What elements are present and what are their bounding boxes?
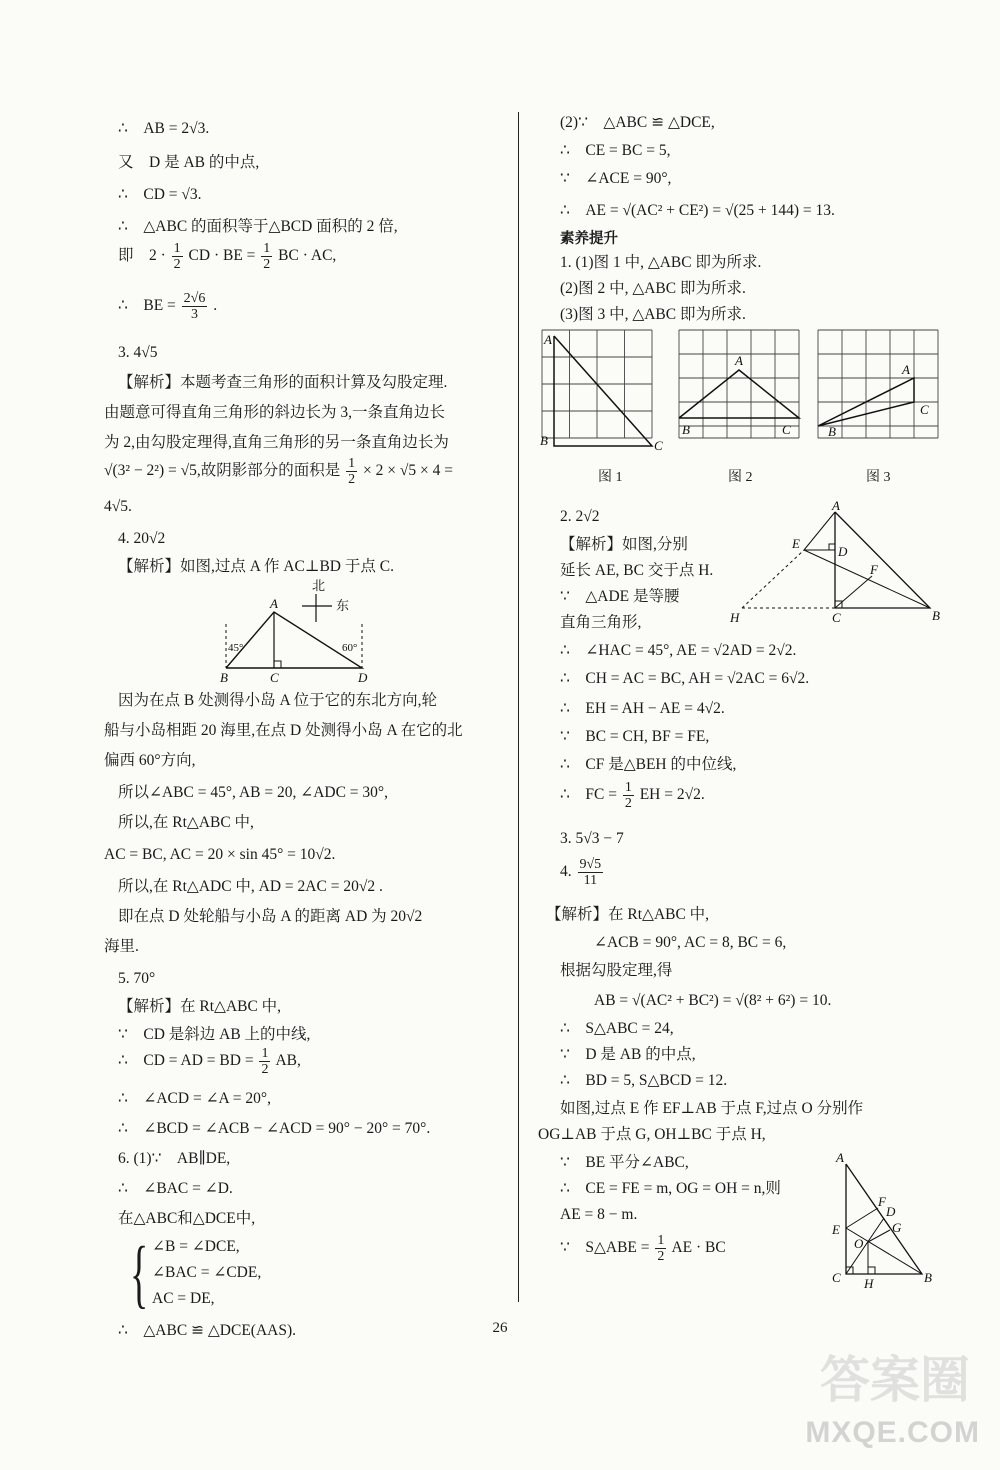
equation-line	[118, 236, 336, 276]
angle-bisector-diagram	[822, 1150, 942, 1290]
text-line: ∵ BC = CH, BF = FE,	[560, 728, 710, 745]
figure-caption-1: 图 1	[598, 470, 623, 485]
fraction-half	[346, 456, 357, 487]
eq-prefix: 即 2 ·	[118, 247, 166, 264]
eq-suffix: AB,	[275, 1052, 301, 1069]
label-A: A	[832, 498, 840, 513]
segment-cf	[835, 576, 872, 608]
analysis-line: 【解析】在 Rt△ABC 中,	[546, 906, 710, 923]
text-line: AC = BC, AC = 20 × sin 45° = 10√2.	[104, 846, 336, 863]
text-line: 4√5.	[104, 498, 132, 515]
grid-figure-1	[528, 328, 662, 452]
segment-be	[846, 1228, 922, 1274]
watermark-top: 答案圈	[820, 1352, 970, 1408]
eq-prefix: ∵ S△ABE =	[560, 1239, 650, 1256]
grid-figure-2	[674, 326, 804, 450]
denominator: 2	[624, 795, 632, 811]
text-line: OG⊥AB 于点 G, OH⊥BC 于点 H,	[538, 1126, 766, 1143]
text-line: ∴ EH = AH − AE = 4√2.	[560, 700, 725, 717]
segment-eb	[804, 550, 930, 608]
label-F: F	[878, 1194, 886, 1209]
text-line: 在△ABC和△DCE中,	[118, 1210, 256, 1227]
analysis-line: 【解析】在 Rt△ABC 中,	[118, 998, 282, 1015]
column-divider	[518, 112, 519, 1302]
text-line: 偏西 60°方向,	[104, 752, 196, 769]
text-line: ∴ △ABC 的面积等于△BCD 面积的 2 倍,	[118, 218, 398, 235]
label-B: B	[682, 422, 690, 437]
label-C: C	[832, 610, 841, 625]
text-line: (2)∵ △ABC ≌ △DCE,	[560, 114, 715, 131]
eq-prefix: ∴ FC =	[560, 786, 617, 803]
eq-mid: CD · BE =	[188, 247, 256, 264]
right-angle-mark	[829, 544, 835, 550]
label-F: F	[870, 562, 878, 577]
triangle-abd	[226, 612, 362, 668]
sqrt-suffix: × 2 × √5 × 4 =	[363, 462, 453, 479]
label-O: O	[854, 1236, 864, 1251]
text-line: 因为在点 B 处测得小岛 A 位于它的东北方向,轮	[118, 692, 438, 709]
label-A: A	[735, 353, 743, 368]
angle-45: 45°	[228, 642, 244, 654]
denominator: 2	[173, 256, 181, 272]
denominator: 3	[191, 306, 199, 322]
text-line: ∠ACB = 90°, AC = 8, BC = 6,	[594, 934, 787, 951]
figure-caption-2: 图 2	[728, 470, 753, 485]
text-line: (3)图 3 中, △ABC 即为所求.	[560, 306, 746, 323]
label-E: E	[792, 536, 800, 551]
text-line: ∴ AB = 2√3.	[118, 120, 210, 137]
question-answer: 5. 70°	[118, 970, 156, 987]
q4-prefix: 4.	[560, 863, 572, 880]
east-label: 东	[336, 598, 350, 613]
eq-suffix: EH = 2√2.	[639, 786, 705, 803]
analysis-line: 【解析】如图,分别	[560, 536, 688, 553]
question-answer: 3. 4√5	[118, 344, 158, 361]
isosceles-right-diagram	[730, 498, 945, 626]
angle-60: 60°	[342, 642, 358, 654]
fraction-half	[259, 1046, 270, 1077]
equation-line	[118, 286, 217, 326]
numerator: 1	[261, 1045, 269, 1061]
eq-suffix: BC · AC,	[278, 247, 337, 264]
segment-cd	[846, 1218, 884, 1274]
label-A: A	[270, 596, 278, 611]
numerator: 1	[657, 1232, 665, 1248]
text-line: ∴ AE = √(AC² + CE²) = √(25 + 144) = 13.	[560, 202, 835, 219]
text-line: AB = √(AC² + BC²) = √(8² + 6²) = 10.	[594, 992, 832, 1009]
analysis-line: 【解析】如图,过点 A 作 AC⊥BD 于点 C.	[118, 558, 394, 575]
label-C: C	[782, 422, 791, 437]
denominator: 2	[263, 256, 271, 272]
section-heading: 素养提升	[560, 231, 618, 247]
text-line: 延长 AE, BC 交于点 H.	[560, 562, 714, 579]
condition-line: AC = DE,	[152, 1290, 215, 1307]
text-line: 海里.	[104, 938, 139, 955]
question-answer: 4. 20√2	[118, 530, 166, 547]
eq-suffix: .	[213, 297, 218, 314]
text-line: 如图,过点 E 作 EF⊥AB 于点 F,过点 O 分别作	[560, 1100, 864, 1117]
label-D: D	[358, 670, 368, 685]
label-A: A	[836, 1150, 844, 1165]
text-line: ∴ S△ABC = 24,	[560, 1020, 674, 1037]
text-line: 为 2,由勾股定理得,直角三角形的另一条直角边长为	[104, 434, 449, 451]
text-line: 船与小岛相距 20 海里,在点 D 处测得小岛 A 在它的北	[104, 722, 463, 739]
equation-line	[118, 1040, 301, 1082]
text-line: ∴ ∠ACD = ∠A = 20°,	[118, 1090, 271, 1107]
brace: {	[130, 1232, 149, 1316]
label-B: B	[932, 608, 940, 623]
numerator: 2√6	[183, 290, 206, 306]
eq-prefix: ∴ BE =	[118, 297, 176, 314]
dashed-he	[742, 550, 804, 608]
denominator: 11	[583, 872, 598, 888]
denominator: 2	[348, 471, 356, 487]
label-C: C	[832, 1270, 841, 1285]
page-number: 26	[492, 1320, 508, 1336]
text-line: ∵ BE 平分∠ABC,	[560, 1154, 689, 1171]
text-line: ∴ CD = √3.	[118, 186, 202, 203]
label-C: C	[270, 670, 279, 685]
condition-line: ∠BAC = ∠CDE,	[152, 1264, 262, 1281]
label-D: D	[886, 1204, 896, 1219]
fraction-half	[623, 780, 634, 811]
fraction	[182, 291, 208, 322]
fraction-half	[655, 1233, 666, 1264]
grid-figure-3	[814, 326, 944, 450]
analysis-line: 【解析】本题考查三角形的面积计算及勾股定理.	[118, 374, 448, 391]
numerator: 1	[263, 240, 271, 256]
text-line: ∴ △ABC ≌ △DCE(AAS).	[118, 1322, 297, 1339]
label-E: E	[832, 1222, 840, 1237]
text-line: ∵ ∠ACE = 90°,	[560, 170, 672, 187]
segment-ef	[846, 1208, 878, 1228]
text-line: 由题意可得直角三角形的斜边长为 3,一条直角边长	[104, 404, 446, 421]
text-line: AE = 8 − m.	[560, 1206, 638, 1223]
fraction-half	[261, 241, 272, 272]
label-C: C	[654, 438, 663, 453]
label-H: H	[730, 610, 740, 625]
triangle-abc	[554, 336, 652, 446]
text-line: ∴ ∠BAC = ∠D.	[118, 1180, 233, 1197]
text-line: ∵ D 是 AB 的中点,	[560, 1046, 696, 1063]
text-line: 又 D 是 AB 的中点,	[118, 154, 260, 171]
text-line: 所以∠ABC = 45°, AB = 20, ∠ADC = 30°,	[118, 784, 388, 801]
text-line: ∵ △ADE 是等腰	[560, 588, 680, 605]
question-answer: 3. 5√3 − 7	[560, 830, 624, 847]
triangle-acb	[835, 512, 930, 608]
equation-line	[560, 774, 705, 816]
figure-caption-3: 图 3	[866, 470, 891, 485]
text-line: 1. (1)图 1 中, △ABC 即为所求.	[560, 254, 762, 271]
numerator: 1	[173, 240, 181, 256]
denominator: 2	[261, 1061, 269, 1077]
question-answer: 6. (1)∵ AB∥DE,	[118, 1150, 231, 1167]
text-line: 根据勾股定理,得	[560, 962, 673, 979]
fraction	[578, 857, 604, 888]
watermark-logo	[805, 1340, 980, 1450]
label-B: B	[220, 670, 228, 685]
text-line: ∴ BD = 5, S△BCD = 12.	[560, 1072, 728, 1089]
text-line: 所以,在 Rt△ADC 中, AD = 2AC = 20√2 .	[118, 878, 383, 895]
text-line: 直角三角形,	[560, 614, 642, 631]
equation-line	[560, 1226, 726, 1270]
label-H: H	[864, 1276, 874, 1291]
label-B: B	[540, 433, 548, 448]
right-angle-mark	[274, 661, 281, 668]
denominator: 2	[657, 1248, 665, 1264]
text-line: (2)图 2 中, △ABC 即为所求.	[560, 280, 746, 297]
north-label: 北	[312, 578, 326, 593]
numerator: 1	[348, 455, 356, 471]
label-A: A	[544, 332, 552, 347]
text-line: ∴ ∠BCD = ∠ACB − ∠ACD = 90° − 20° = 70°.	[118, 1120, 431, 1137]
label-B: B	[828, 424, 836, 439]
text-line: ∴ CF 是△BEH 的中位线,	[560, 756, 737, 773]
equation-line	[104, 450, 453, 492]
numerator: 1	[624, 779, 632, 795]
condition-line: ∠B = ∠DCE,	[152, 1238, 240, 1255]
eq-suffix: AE · BC	[671, 1239, 726, 1256]
sqrt-expr: √(3² − 2²) = √5,故阴影部分的面积是	[104, 462, 341, 479]
text-line: 即在点 D 处轮船与小岛 A 的距离 AD 为 20√2	[118, 908, 423, 925]
text-line: ∴ ∠HAC = 45°, AE = √2AD = 2√2.	[560, 642, 797, 659]
label-D: D	[838, 544, 848, 559]
label-A: A	[902, 362, 910, 377]
ship-island-diagram	[218, 576, 378, 686]
label-C: C	[920, 402, 929, 417]
text-line: 所以,在 Rt△ABC 中,	[118, 814, 254, 831]
text-line: ∴ CE = FE = m, OG = OH = n,则	[560, 1180, 781, 1197]
watermark-bottom: MXQE.COM	[805, 1416, 980, 1449]
text-line: ∵ CD 是斜边 AB 上的中线,	[118, 1026, 311, 1043]
numerator: 9√5	[579, 856, 602, 872]
right-angle-mark	[868, 1267, 875, 1274]
question-answer	[560, 850, 605, 894]
label-G: G	[892, 1220, 902, 1235]
question-answer: 2. 2√2	[560, 508, 600, 525]
label-B: B	[924, 1270, 932, 1285]
text-line: ∴ CE = BC = 5,	[560, 142, 671, 159]
text-line: ∴ CH = AC = BC, AH = √2AC = 6√2.	[560, 670, 810, 687]
eq-prefix: ∴ CD = AD = BD =	[118, 1052, 254, 1069]
triangle-abc	[679, 370, 799, 418]
fraction-half	[172, 241, 183, 272]
